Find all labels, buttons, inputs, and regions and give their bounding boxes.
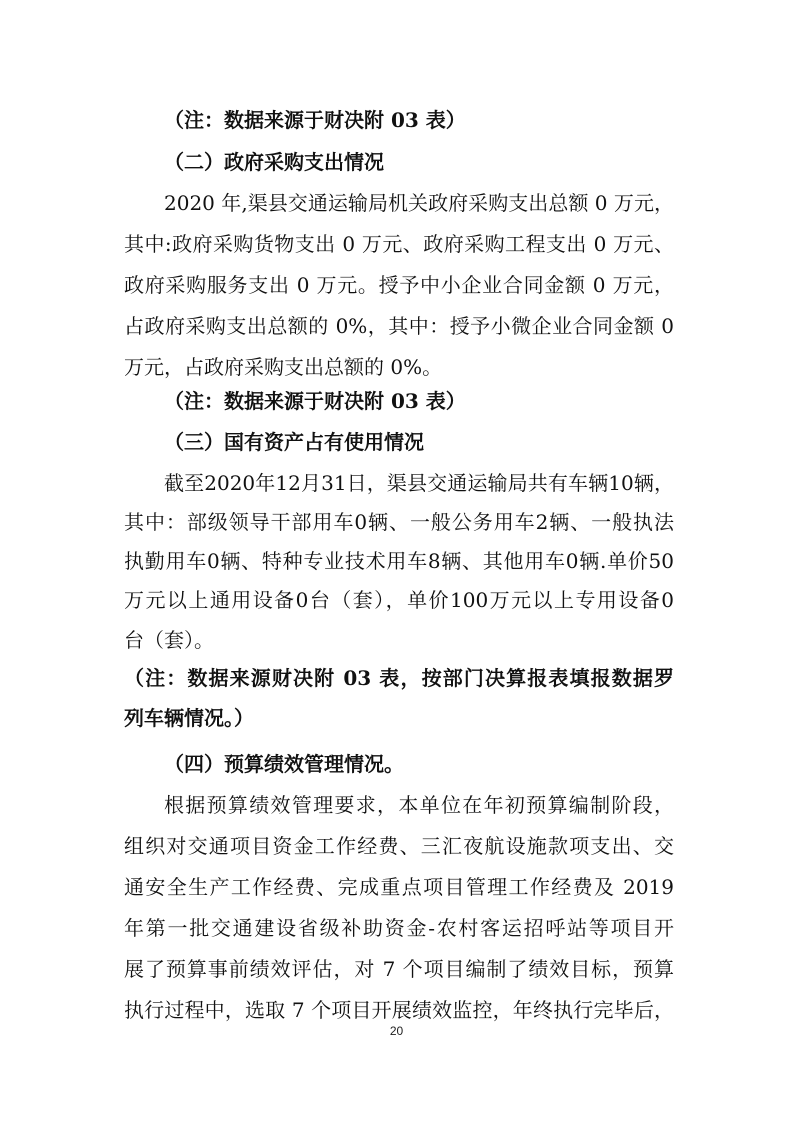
- paragraph-line: 执行过程中，选取 7 个项目开展绩效监控，年终执行完毕后，: [124, 998, 674, 1022]
- paragraph-line: 万元，占政府采购支出总额的 0%。: [124, 355, 443, 379]
- section-heading-4: （四）预算绩效管理情况。: [164, 752, 404, 776]
- section-heading-3: （三）国有资产占有使用情况: [164, 430, 424, 454]
- paragraph-line: 2020 年,渠县交通运输局机关政府采购支出总额 0 万元，: [164, 191, 674, 215]
- paragraph-line: 台（套）。: [124, 628, 214, 652]
- paragraph-line: 其中:政府采购货物支出 0 万元、政府采购工程支出 0 万元、: [124, 232, 674, 256]
- paragraph-line: 政府采购服务支出 0 万元。授予中小企业合同金额 0 万元，: [124, 273, 674, 297]
- paragraph-line: 截至2020年12月31日，渠县交通运输局共有车辆10辆，: [164, 471, 674, 495]
- paragraph-line: 占政府采购支出总额的 0%，其中：授予小微企业合同金额 0: [124, 314, 674, 338]
- paragraph-line: 通安全生产工作经费、完成重点项目管理工作经费及 2019: [124, 875, 674, 899]
- paragraph-line: 根据预算绩效管理要求，本单位在年初预算编制阶段，: [164, 793, 674, 817]
- paragraph-line: 年第一批交通建设省级补助资金-农村客运招呼站等项目开: [124, 916, 674, 940]
- page-number: 20: [389, 1024, 404, 1038]
- paragraph-line: 展了预算事前绩效评估，对 7 个项目编制了绩效目标，预算: [124, 957, 674, 981]
- note-source-2: （注：数据来源于财决附 03 表）: [164, 389, 466, 413]
- section-heading-2: （二）政府采购支出情况: [164, 150, 384, 174]
- note-source-1: （注：数据来源于财决附 03 表）: [164, 108, 466, 132]
- paragraph-line: 组织对交通项目资金工作经费、三汇夜航设施款项支出、交: [124, 834, 674, 858]
- paragraph-line: 其中：部级领导干部用车0辆、一般公务用车2辆、一般执法: [124, 510, 674, 534]
- note-source-3: （注：数据来源财决附 03 表，按部门决算报表填报数据罗: [124, 666, 674, 690]
- paragraph-line: 万元以上通用设备0台（套），单价100万元以上专用设备0: [124, 588, 674, 612]
- note-source-3-cont: 列车辆情况。）: [124, 706, 254, 730]
- paragraph-line: 执勤用车0辆、特种专业技术用车8辆、其他用车0辆.单价50: [124, 549, 674, 573]
